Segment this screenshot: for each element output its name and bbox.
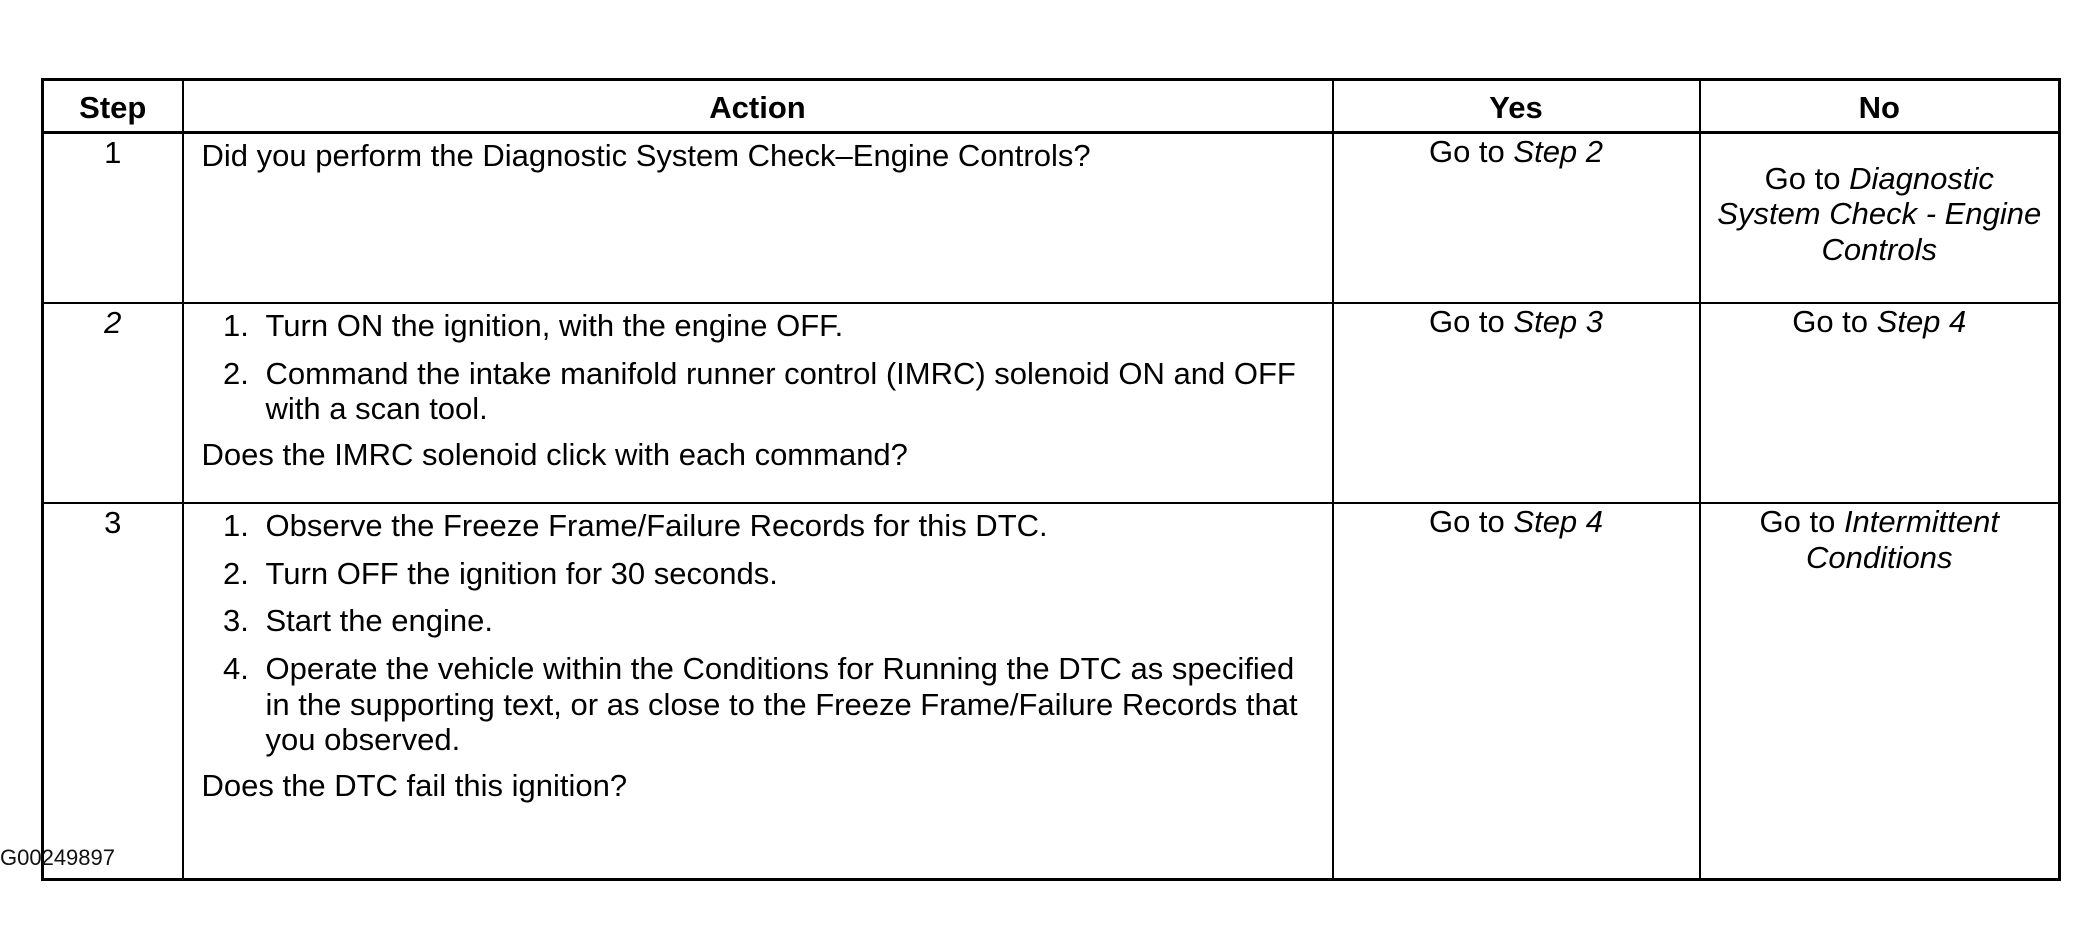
diagnostic-table: [41, 78, 2061, 881]
action-cell: [183, 303, 1333, 503]
table-row: [43, 303, 2060, 503]
table-row: [43, 503, 2060, 880]
action-item: 2. Command the intake manifold runner control (IMRC) solenoid ON and OFF with a scan tool.: [258, 356, 1318, 427]
step-number: 1: [43, 133, 183, 304]
yes-cell: [1333, 133, 1700, 304]
action-question: Does the DTC fail this ignition?: [201, 767, 628, 803]
header-row: [43, 80, 2060, 133]
no-prefix: Go to: [1764, 160, 1850, 196]
yes-prefix: Go to: [1428, 304, 1514, 339]
no-prefix: Go to: [1792, 304, 1877, 339]
yes-link[interactable]: Step 2: [1513, 134, 1604, 169]
no-prefix: Go to: [1759, 504, 1844, 539]
table-row: [43, 133, 2060, 304]
yes-cell: [1333, 503, 1700, 880]
yes-link[interactable]: Step 3: [1513, 304, 1604, 339]
action-list: [202, 508, 1318, 758]
yes-prefix: Go to: [1428, 504, 1514, 539]
figure-id: G00249897: [0, 845, 115, 870]
no-link[interactable]: Step 4: [1876, 304, 1967, 339]
step-number: 3: [43, 503, 183, 880]
action-question: Did you perform the Diagnostic System Check–Engine Controls?: [201, 138, 1091, 173]
header-no: No: [1700, 80, 2060, 133]
action-item: 1. Turn ON the ignition, with the engine OFF.: [258, 308, 1318, 344]
action-item: 3. Start the engine.: [258, 603, 1318, 639]
action-cell: [183, 133, 1333, 304]
header-action: Action: [183, 80, 1333, 133]
yes-link[interactable]: Step 4: [1513, 504, 1604, 539]
action-item: 2. Turn OFF the ignition for 30 seconds.: [258, 556, 1318, 592]
no-link[interactable]: Intermittent Conditions: [1806, 504, 1999, 575]
action-list: [202, 308, 1318, 427]
no-cell: [1700, 503, 2060, 880]
header-step: Step: [43, 80, 183, 133]
no-cell: [1700, 303, 2060, 503]
header-yes: Yes: [1333, 80, 1700, 133]
step-number: 2: [43, 303, 183, 503]
action-item: 1. Observe the Freeze Frame/Failure Records for this DTC.: [258, 508, 1318, 544]
no-cell: [1700, 133, 2060, 304]
action-cell: [183, 503, 1333, 880]
action-item: 4. Operate the vehicle within the Conditions for Running the DTC as specified in the supporting text, or as close to the Freeze Frame/Failure Records that you observed.: [258, 651, 1318, 758]
yes-cell: [1333, 303, 1700, 503]
no-link[interactable]: Diagnostic System Check - Engine Controls: [1717, 160, 2042, 267]
action-question: Does the IMRC solenoid click with each command?: [201, 436, 908, 472]
yes-prefix: Go to: [1428, 134, 1514, 169]
